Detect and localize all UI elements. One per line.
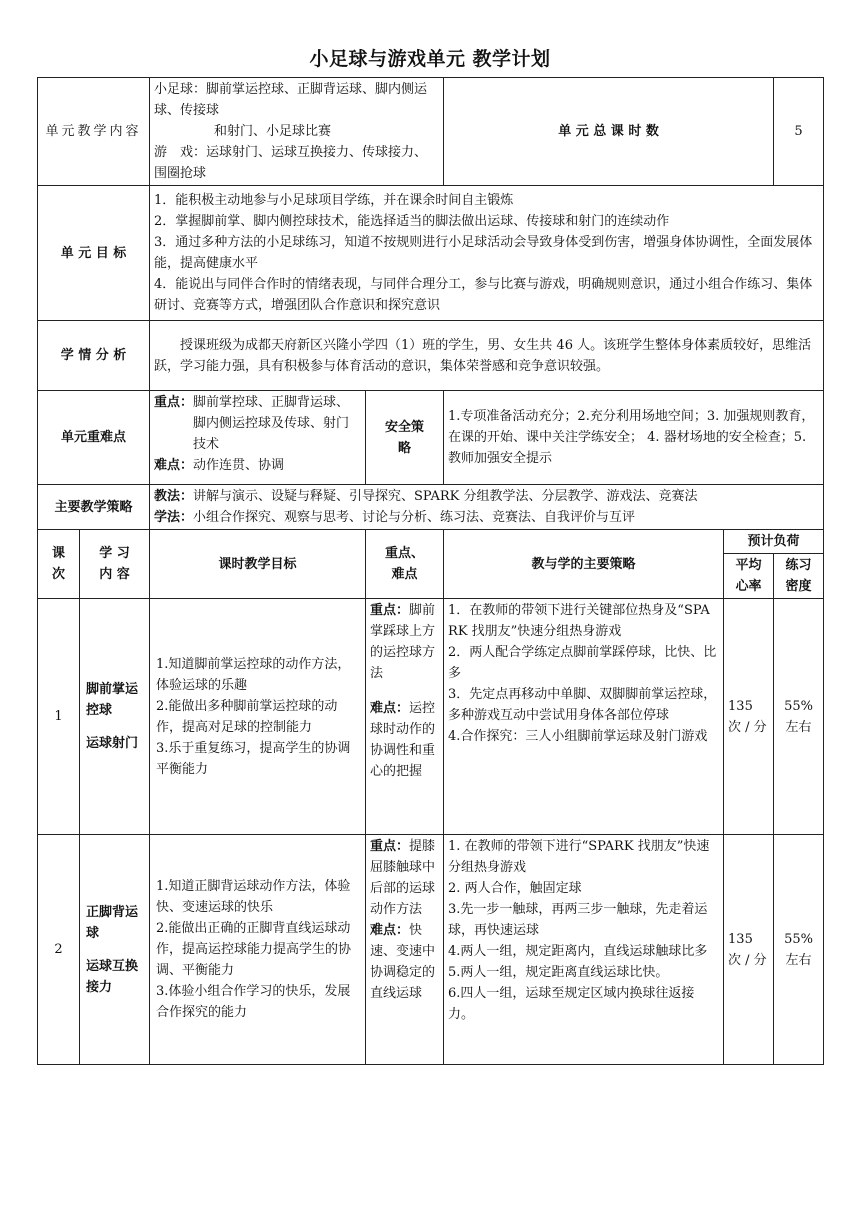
header-density: 练习密度 <box>774 554 824 599</box>
lesson-goal-item: 1.知道正脚背运球动作方法，体验快、变速运球的快乐 <box>156 879 351 915</box>
safety-text: 1.专项准备活动充分；2.充分利用场地空间；3. 加强规则教育，在课的开始、课中关注学练安全； 4. 器材场地的安全检查；5. 教师加强安全提示 <box>444 391 824 485</box>
lesson-goal-item: 2.能做出正确的正脚背直线运球动作，提高运控球能力提高学生的协调、平衡能力 <box>156 921 352 978</box>
unit-content-cell <box>150 78 444 186</box>
key-label: 重点： <box>154 395 194 410</box>
lesson-method-item: 1．在教师的带领下进行关键部位热身及“SPARK 找朋友”快速分组热身游戏 <box>448 603 710 639</box>
lesson-method-item: 4.两人一组，规定距离内，直线运球触球比多 <box>448 944 708 959</box>
lesson-density: 55%左右 <box>774 835 824 1065</box>
unit-content-label: 单元教学内容 <box>38 78 150 186</box>
unit-goals-row <box>38 186 824 321</box>
key-points-cell <box>150 391 366 485</box>
header-lesson-num: 课次 <box>38 530 80 599</box>
lesson-method-item: 2. 两人合作，触固定球 <box>448 881 582 896</box>
lesson-diff-label: 难点： <box>370 923 410 938</box>
header-load: 预计负荷 <box>724 530 824 554</box>
unit-hours-label: 单 元 总 课 时 数 <box>444 78 774 186</box>
unit-goal-item: 2．掌握脚前掌、脚内侧控球技术，能选择适当的脚法做出运球、传接球和射门的连续动作 <box>154 214 670 229</box>
teaching-plan-table <box>37 77 824 1065</box>
lesson-methods <box>444 599 724 835</box>
teaching-method-text: 讲解与演示、设疑与释疑、引导探究、SPARK 分组教学法、分层教学、游戏法、竞赛法 <box>193 489 698 504</box>
unit-goal-item: 1．能积极主动地参与小足球项目学练，并在课余时间自主锻炼 <box>154 193 514 208</box>
unit-goals-label: 单 元 目 标 <box>38 186 150 321</box>
analysis-label: 学 情 分 析 <box>38 321 150 391</box>
key-points-label: 单元重难点 <box>38 391 150 485</box>
page-title: 小足球与游戏单元 教学计划 <box>309 48 551 70</box>
lesson-methods <box>444 835 724 1065</box>
lesson-heart-rate: 135 次 / 分 <box>724 599 774 835</box>
lesson-num: 1 <box>38 599 80 835</box>
lesson-diff-text: 快速、变速中协调稳定的直线运球 <box>370 923 436 1001</box>
lesson-content-2: 运球射门 <box>86 736 139 751</box>
lesson-key-label: 重点： <box>370 603 410 618</box>
lesson-goal-item: 1.知道脚前掌运控球的动作方法，体验运球的乐趣 <box>156 656 351 693</box>
lesson-method-item: 6.四人一组，运球至规定区域内换球往返接力。 <box>448 986 695 1022</box>
lesson-density: 55%左右 <box>774 599 824 835</box>
learning-method-text: 小组合作探究、观察与思考、讨论与分析、练习法、竞赛法、自我评价与互评 <box>193 510 636 525</box>
lesson-key-points <box>366 835 444 1065</box>
lesson-goals <box>150 835 366 1065</box>
analysis-text: 授课班级为成都天府新区兴隆小学四（1）班的学生，男、女生共 46 人。该班学生整体身体素质较好，思维活跃，学习能力强，具有积极参与体育活动的意识，集体荣誉感和竞争意识较强。 <box>150 321 824 391</box>
lesson-goals <box>150 599 366 835</box>
lesson-row <box>38 599 824 835</box>
unit-content-line1: 小足球：脚前掌运控球、正脚背运球、脚内侧运球、传接球 <box>154 82 428 118</box>
lesson-content-2: 运球互换接力 <box>86 958 139 995</box>
unit-goal-item: 3．通过多种方法的小足球练习，知道不按规则进行小足球活动会导致身体受到伤害，增强身体协调性，全面发展体能，提高健康水平 <box>154 235 813 271</box>
strategy-row <box>38 485 824 530</box>
header-heart-rate: 平均心率 <box>724 554 774 599</box>
lesson-header-row <box>38 530 824 554</box>
strategy-label: 主要教学策略 <box>38 485 150 530</box>
learning-method-label: 学法： <box>154 510 194 525</box>
unit-goals-cell <box>150 186 824 321</box>
header-key: 重点、难点 <box>366 530 444 599</box>
lesson-row <box>38 835 824 1065</box>
lesson-method-item: 3．先定点再移动中单脚、双脚脚前掌运控球，多种游戏互动中尝试用身体各部位停球 <box>448 687 717 723</box>
lesson-content <box>80 835 150 1065</box>
lesson-goal-item: 2.能做出多种脚前掌运控球的动作，提高对足球的控制能力 <box>156 698 338 735</box>
lesson-diff-text: 运控球时动作的协调性和重心的把握 <box>370 701 436 779</box>
header-method: 教与学的主要策略 <box>444 530 724 599</box>
lesson-content <box>80 599 150 835</box>
safety-label: 安全策略 <box>366 391 444 485</box>
teaching-method-label: 教法： <box>154 489 194 504</box>
lesson-key-text: 提膝屈膝触球中后部的运球动作方法 <box>370 839 436 917</box>
lesson-method-item: 1. 在教师的带领下进行“SPARK 找朋友”快速分组热身游戏 <box>448 839 710 875</box>
lesson-goal-item: 3.体验小组合作学习的快乐，发展合作探究的能力 <box>156 984 351 1020</box>
lesson-content-1: 脚前掌运控球 <box>86 682 139 718</box>
unit-content-line2: 游 戏：运球射门、运球互换接力、传球接力、围圈抢球 <box>154 145 428 181</box>
difficulty-label: 难点： <box>154 458 194 473</box>
lesson-method-item: 4.合作探究：三人小组脚前掌运球及射门游戏 <box>448 729 708 744</box>
analysis-row <box>38 321 824 391</box>
key-text: 脚前掌控球、正脚背运球、脚内侧运控球及传球、射门技术 <box>193 395 350 452</box>
difficulty-text: 动作连贯、协调 <box>193 458 285 473</box>
lesson-method-item: 2．两人配合学练定点脚前掌踩停球，比快、比多 <box>448 645 717 681</box>
strategy-cell <box>150 485 824 530</box>
key-points-row <box>38 391 824 485</box>
unit-content-row <box>38 78 824 186</box>
unit-hours-value: 5 <box>774 78 824 186</box>
unit-goal-item: 4．能说出与同伴合作时的情绪表现，与同伴合理分工，参与比赛与游戏，明确规则意识，通过小组合作练习、集体研讨、竞赛等方式，增强团队合作意识和探究意识 <box>154 277 813 313</box>
unit-content-line1b: 和射门、小足球比赛 <box>214 124 332 139</box>
lesson-key-points <box>366 599 444 835</box>
lesson-diff-label: 难点： <box>370 701 410 716</box>
lesson-method-item: 5.两人一组，规定距离直线运球比快。 <box>448 965 669 980</box>
header-content: 学 习 内 容 <box>80 530 150 599</box>
lesson-key-label: 重点： <box>370 839 410 854</box>
lesson-content-1: 正脚背运球 <box>86 904 139 941</box>
lesson-key-text: 脚前掌踩球上方的运控球方法 <box>370 603 436 681</box>
lesson-goal-item: 3.乐于重复练习，提高学生的协调平衡能力 <box>156 740 351 777</box>
lesson-heart-rate: 135 次 / 分 <box>724 835 774 1065</box>
header-goal: 课时教学目标 <box>150 530 366 599</box>
lesson-num: 2 <box>38 835 80 1065</box>
lesson-method-item: 3.先一步一触球，再两三步一触球，先走着运球，再快速运球 <box>448 902 708 938</box>
